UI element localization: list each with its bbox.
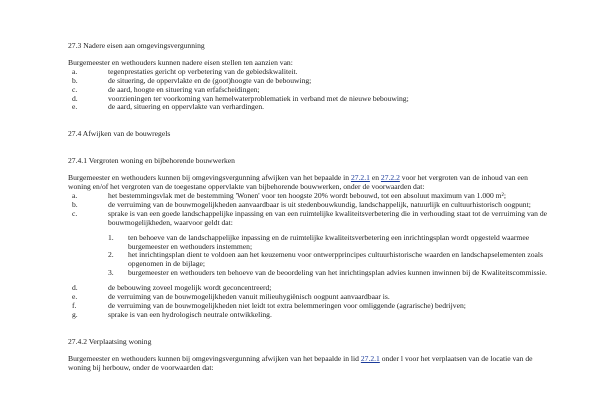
section-heading-27-3: 27.3 Nadere eisen aan omgevingsvergunning bbox=[68, 41, 205, 50]
section-27-4-2-intro bbox=[68, 355, 550, 373]
list-item-marker: e. bbox=[72, 102, 78, 112]
section-27-3-intro: Burgemeester en wethouders kunnen nadere eisen stellen ten aanzien van: bbox=[68, 57, 293, 67]
list-item-text: de situering, de oppervlakte en de (goot)hoogte van de bebouwing; bbox=[108, 75, 312, 85]
list-item-text: de verruiming van de bouwmogelijkheden vanuit milieuhygiënisch oogpunt aanvaardbaar is. bbox=[108, 292, 390, 302]
list-item bbox=[68, 311, 550, 320]
section-27-4-1-sublist bbox=[68, 234, 550, 279]
list-item-marker: 2. bbox=[108, 250, 114, 260]
list-item-marker: e. bbox=[72, 292, 78, 302]
intro-text: en bbox=[369, 173, 381, 183]
list-item-text: het bestemmingsvlak met de bestemming 'Wonen' voor ten hoogste 20% wordt bebouwd, tot een absoluut maximum van 1.000 m²; bbox=[108, 190, 506, 200]
list-item-marker: 3. bbox=[108, 268, 114, 278]
list-item-marker: a. bbox=[72, 66, 78, 76]
intro-text: Burgemeester en wethouders kunnen bij omgevingsvergunning afwijken van het bepaalde in lid bbox=[68, 353, 361, 363]
list-item-marker: f. bbox=[72, 300, 77, 310]
article-link-27-2-1[interactable]: 27.2.1 bbox=[350, 173, 370, 183]
list-item-marker: g. bbox=[72, 309, 78, 319]
list-item-text: sprake is van een hydrologisch neutrale ontwikkeling. bbox=[108, 309, 272, 319]
section-27-4-1-list-a-c bbox=[68, 192, 550, 228]
list-item-text: de verruiming van de bouwmogelijkheden aanvaardbaar is uit stedenbouwkundig, landschappelijk, natuurlijk en cultuurhistorisch oogpunt; bbox=[108, 199, 531, 209]
list-item-text: de aard, hoogte en situering van erfafscheidingen; bbox=[108, 84, 260, 94]
section-27-4-1-intro bbox=[68, 174, 550, 192]
list-item-text: burgemeester en wethouders ten behoeve van de beoordeling van het inrichtingsplan advies kunnen inwinnen bij de Kwaliteitscommissie. bbox=[128, 268, 547, 278]
article-link-27-2-2[interactable]: 27.2.2 bbox=[380, 173, 400, 183]
list-item-marker: b. bbox=[72, 199, 78, 209]
list-item-marker: d. bbox=[72, 283, 78, 293]
list-item-text: voorzieningen ter voorkoming van hemelwaterproblematiek in verband met de nieuwe bebouwing; bbox=[108, 93, 409, 103]
section-27-4-1-list-d-g bbox=[68, 284, 550, 320]
list-item-text: de aard, situering en oppervlakte van verhardingen. bbox=[108, 102, 265, 112]
list-item bbox=[68, 269, 550, 278]
section-heading-27-4-1: 27.4.1 Vergroten woning en bijbehorende bouwwerken bbox=[68, 156, 235, 166]
article-link-27-2-1[interactable]: 27.2.1 bbox=[360, 353, 380, 363]
intro-text: onder l voor het verplaatsen van de locatie van de woning bij herbouw, onder de voorwaarden dat: bbox=[68, 353, 533, 372]
list-item-text: de bebouwing zoveel mogelijk wordt geconcentreerd; bbox=[108, 283, 272, 293]
list-item-marker: d. bbox=[72, 93, 78, 103]
intro-text: Burgemeester en wethouders kunnen bij omgevingsvergunning afwijken van het bepaalde in bbox=[68, 173, 351, 183]
list-item-text: ten behoeve van de landschappelijke inpassing en de ruimtelijke kwaliteitsverbetering een inrichtingsplan wordt opgesteld waarmee burgemeester en wethouders instemmen; bbox=[128, 232, 530, 251]
list-item-text: tegenprestaties gericht op verbetering van de gebiedskwaliteit. bbox=[108, 66, 298, 76]
list-item-marker: b. bbox=[72, 75, 78, 85]
section-heading-27-4: 27.4 Afwijken van de bouwregels bbox=[68, 129, 171, 139]
list-item-text: de verruiming van de bouwmogelijkheden niet leidt tot extra belemmeringen voor omliggende (agrarische) bedrijven; bbox=[108, 300, 466, 310]
list-item-text: sprake is van een goede landschappelijke inpassing en van een ruimtelijke kwaliteitsverbetering die in verhouding staat tot de verruiming van de bouwmogelijkheden, waarvoor geldt dat: bbox=[108, 208, 548, 227]
list-item-text: het inrichtingsplan dient te voldoen aan het keuzemenu voor ontwerpprincipes cultuurhistorische waarden en landschapselementen zoals opgenomen in de bijlage; bbox=[128, 250, 543, 269]
list-item bbox=[68, 103, 550, 112]
list-item-marker: 1. bbox=[108, 232, 114, 242]
section-27-3-list bbox=[68, 68, 550, 113]
section-heading-27-4-2: 27.4.2 Verplaatsing woning bbox=[68, 336, 152, 346]
list-item bbox=[68, 251, 550, 269]
list-item-marker: c. bbox=[72, 84, 78, 94]
intro-text: voor het vergroten van de inhoud van een woning en/of het vergroten van de toegestane oppervlakte van bijbehorende bouwwerken, onder de voorwaarden dat: bbox=[68, 173, 528, 192]
list-item-marker: c. bbox=[72, 208, 78, 218]
list-item bbox=[68, 234, 550, 252]
list-item bbox=[68, 210, 550, 228]
list-item-marker: a. bbox=[72, 190, 78, 200]
